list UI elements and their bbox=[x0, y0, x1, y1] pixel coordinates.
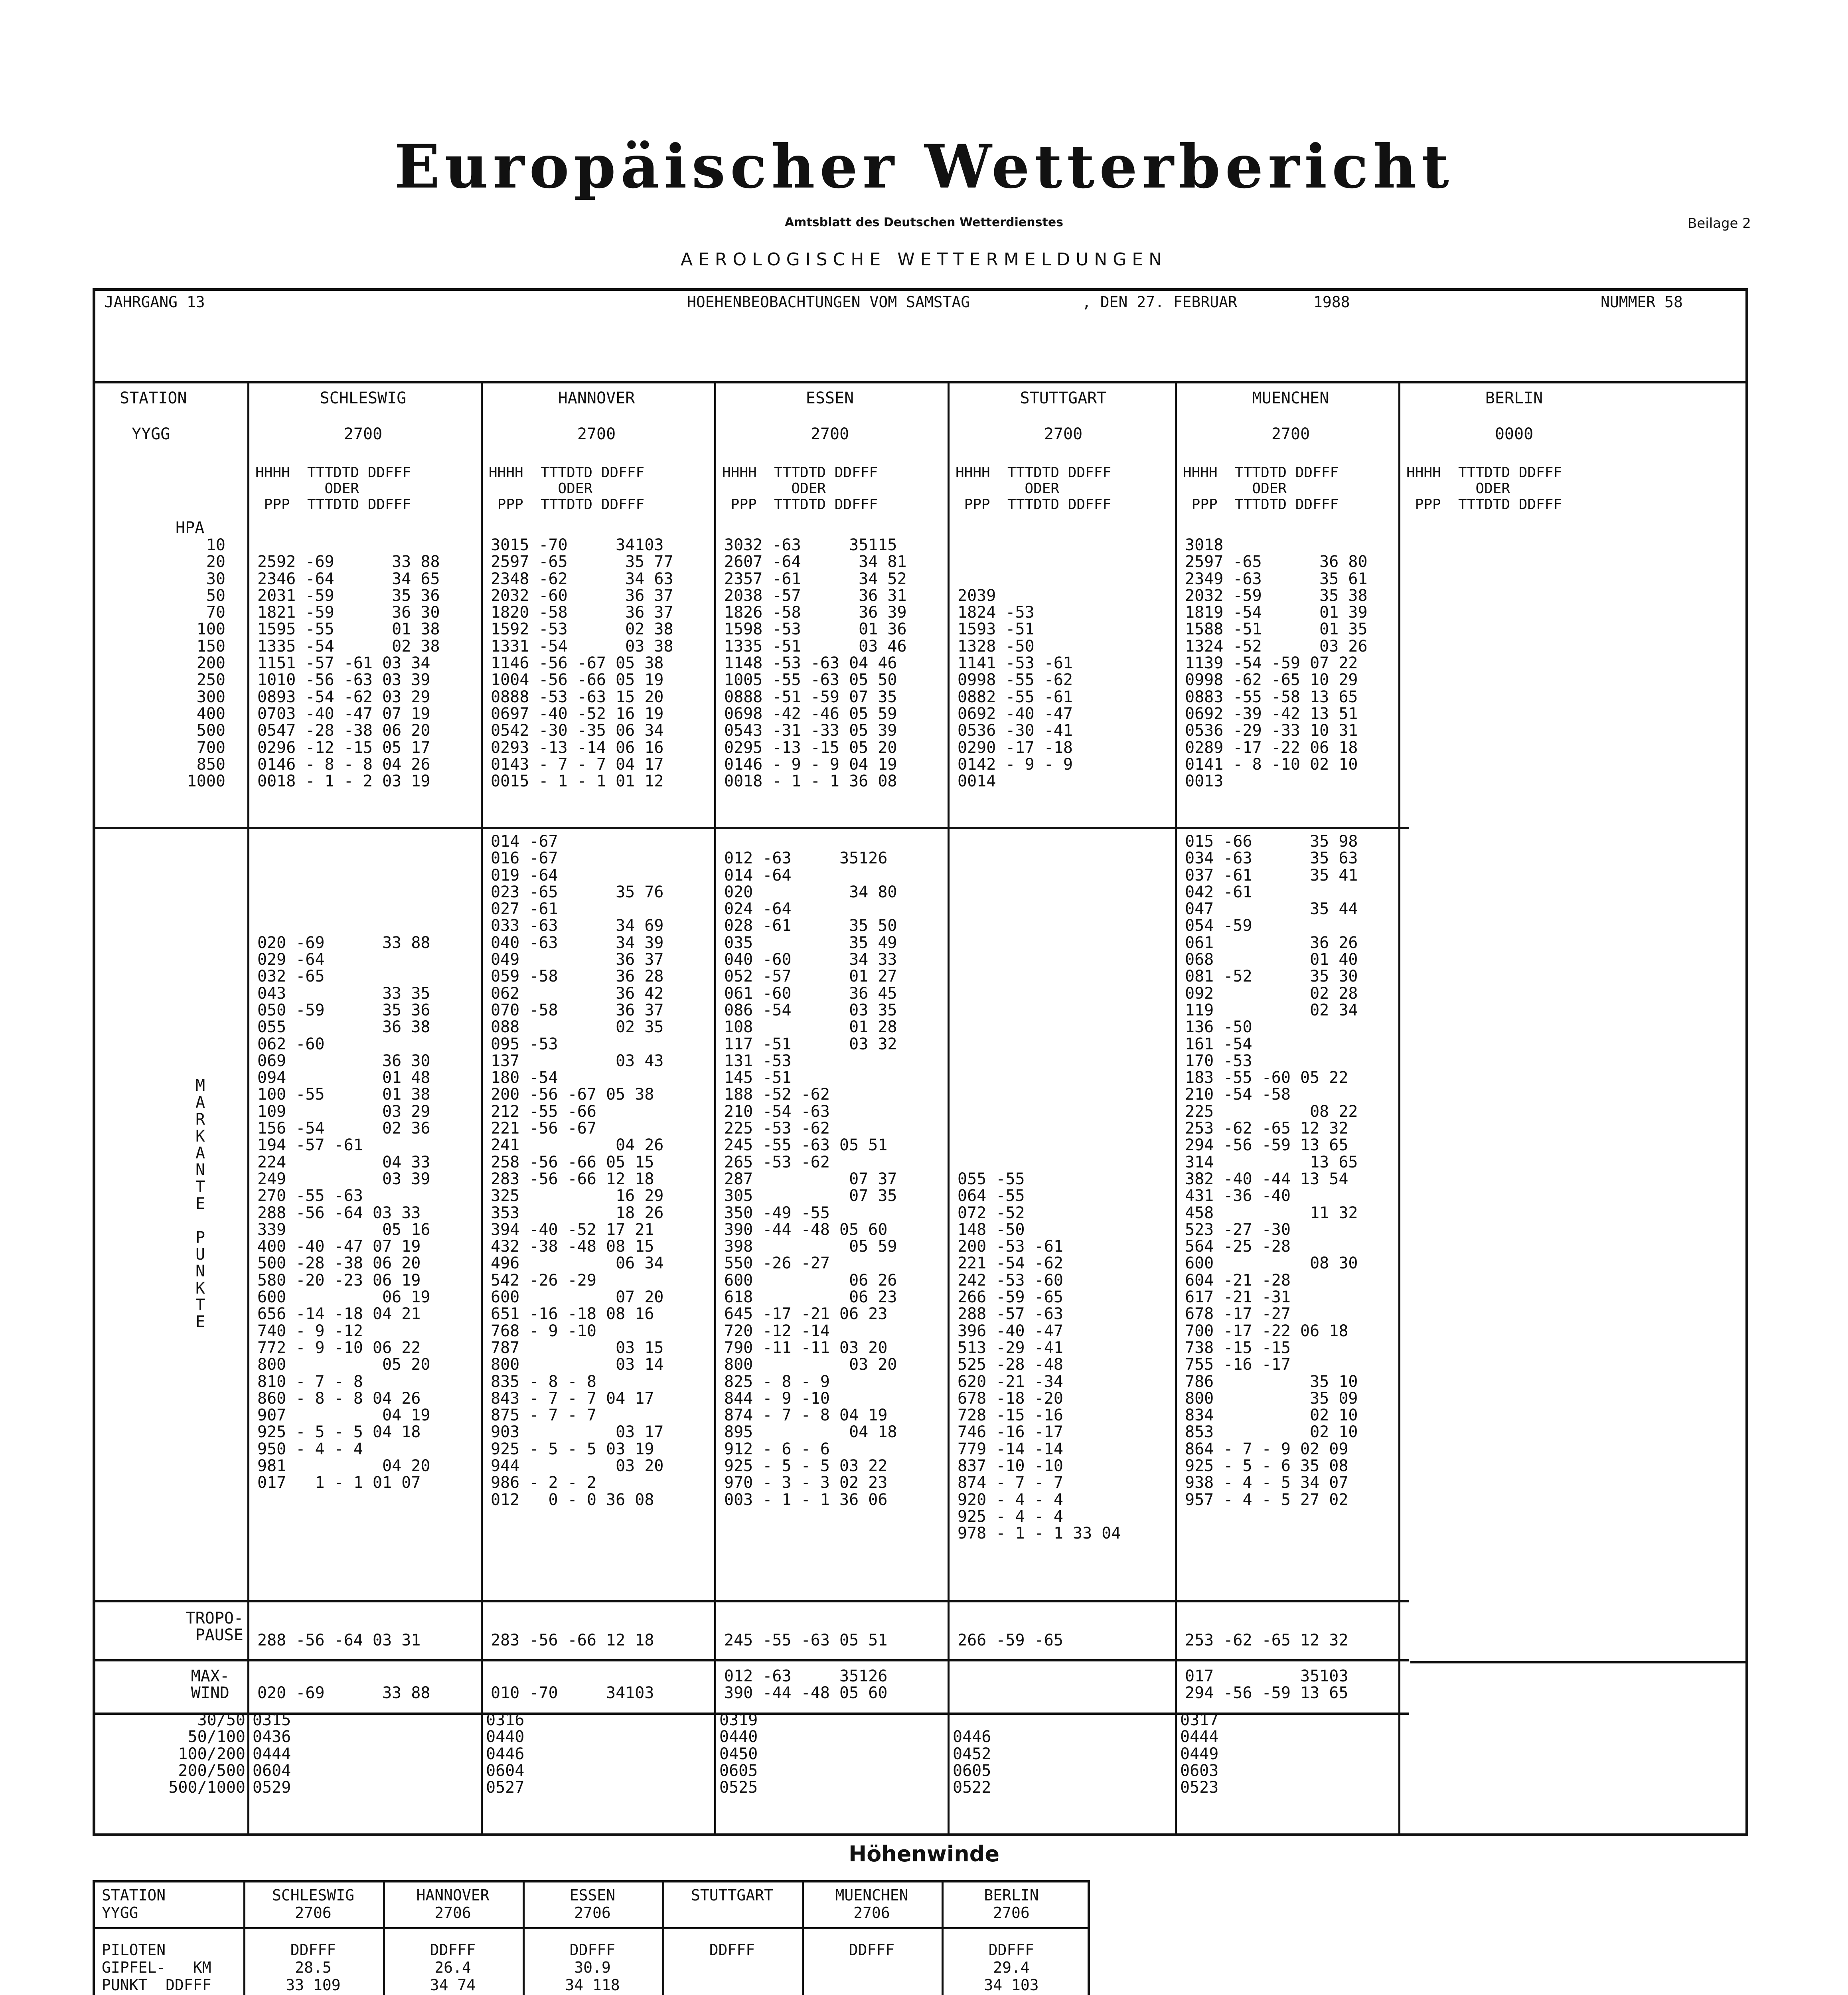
yygg-label: YYGG bbox=[132, 425, 170, 443]
station-name: ESSEN bbox=[806, 389, 854, 407]
hw-pilot-summary: DDFFF bbox=[709, 1941, 755, 1959]
significant-level-data: 020 -69 33 88 029 -64 032 -65 043 33 35 050 -59 35 36 055 36 38 062 -60 069 36 30 094 01 48 100 -55 01 38 109 03 29 156 -54 02 36 194 -57 -61 224 04 33 249 03 39 270 -55 -63 288 -56 -64 03 33 339 05 16 400 -40 -47 07 19 500 -28 -38 06 20 580 -20 -23 06 19 600 06 19 656 -14 -18 04 21 740 - 9 -12 772 - 9 -10 06 22 800 05 20 810 - 7 - 8 860 - 8 - 8 04 26 907 04 19 925 - 5 - 5 04 18 950 - 4 - 4 981 04 20 017 1 - 1 01 07 bbox=[257, 933, 430, 1492]
section-title: AEROLOGISCHE WETTERMELDUNGEN bbox=[680, 249, 1168, 270]
hw-pilot-label: PILOTEN GIPFEL- KM PUNKT DDFFF bbox=[102, 1941, 211, 1994]
markante-punkte-label: M A R K A N T E P U N K T E bbox=[195, 1077, 205, 1331]
hw-station-name: ESSEN bbox=[569, 1886, 616, 1904]
standard-level-data: 2592 -69 33 88 2346 -64 34 65 2031 -59 35 36 1821 -59 36 30 1595 -55 01 38 1335 -54 02 38 1151 -57 -61 03 34 1010 -56 -63 03 39 0893 -54 -62 03 29 0703 -40 -47 07 19 0547 -28 -38 06 20 0296 -12 -15 05 17 0146 - 8 - 8 04 26 0018 - 1 - 2 03 19 bbox=[257, 553, 440, 791]
station-column-header: HHHH TTTDTD DDFFF ODER PPP TTTDTD DDFFF bbox=[1183, 464, 1339, 513]
observation-title: HOEHENBEOBACHTUNGEN VOM SAMSTAG bbox=[687, 293, 970, 311]
tropopause-label: TROPO- PAUSE bbox=[186, 1609, 243, 1645]
maxwind-data: 012 -63 35126 390 -44 -48 05 60 bbox=[724, 1667, 888, 1703]
layer-thickness-data: 0316 0440 0446 0604 0527 bbox=[486, 1711, 525, 1797]
tropopause-data: 266 -59 -65 bbox=[958, 1631, 1063, 1649]
tropopause-data: 288 -56 -64 03 31 bbox=[257, 1631, 421, 1649]
station-yygg: 2700 bbox=[810, 425, 849, 443]
station-yygg: 2700 bbox=[1271, 425, 1310, 443]
observation-year: 1988 bbox=[1313, 293, 1350, 311]
col-sep bbox=[481, 381, 483, 1833]
station-column-header: HHHH TTTDTD DDFFF ODER PPP TTTDTD DDFFF bbox=[489, 464, 645, 513]
station-yygg: 0000 bbox=[1495, 425, 1534, 443]
maxwind-label: MAX- WIND bbox=[191, 1667, 229, 1703]
station-yygg: 2700 bbox=[577, 425, 616, 443]
standard-level-data: 3032 -63 35115 2607 -64 34 81 2357 -61 34 52 2038 -57 36 31 1826 -58 36 39 1598 -53 01 36 1335 -51 03 46 1148 -53 -63 04 46 1005 -55 -63 05 50 0888 -51 -59 07 35 0698 -42 -46 05 59 0543 -31 -33 05 39 0295 -13 -15 05 20 0146 - 9 - 9 04 19 0018 - 1 - 1 36 08 bbox=[724, 536, 907, 791]
layer-thickness-data: 0319 0440 0450 0605 0525 bbox=[719, 1711, 758, 1797]
tropopause-data: 283 -56 -66 12 18 bbox=[491, 1631, 654, 1649]
right-rule bbox=[1410, 1661, 1748, 1663]
beilage-label: Beilage 2 bbox=[1688, 215, 1751, 231]
layer-thickness-data: 0317 0444 0449 0603 0523 bbox=[1180, 1711, 1219, 1797]
hw-station-name: BERLIN bbox=[984, 1886, 1039, 1904]
hw-rule bbox=[93, 1927, 1090, 1929]
station-column-header: HHHH TTTDTD DDFFF ODER PPP TTTDTD DDFFF bbox=[1406, 464, 1562, 513]
layer-thickness-data: 0446 0452 0605 0522 bbox=[953, 1728, 991, 1797]
hw-station-yygg: 2706 bbox=[295, 1904, 332, 1922]
standard-level-data: 3018 2597 -65 36 80 2349 -63 35 61 2032 -59 35 38 1819 -54 01 39 1588 -51 01 35 1324 -52 03 26 1139 -54 -59 07 22 0998 -62 -65 10 29 0883 -55 -58 13 65 0692 -39 -42 13 51 0536 -29 -33 10 31 0289 -17 -22 06 18 0141 - 8 -10 02 10 0013 bbox=[1185, 536, 1368, 791]
hw-station-name: HANNOVER bbox=[416, 1886, 490, 1904]
observation-date: , DEN 27. FEBRUAR bbox=[1082, 293, 1237, 311]
hoehenwinde-title: Höhenwinde bbox=[849, 1841, 999, 1867]
significant-level-data: 014 -67 016 -67 019 -64 023 -65 35 76 027 -61 033 -63 34 69 040 -63 34 39 049 36 37 059 -58 36 28 062 36 42 070 -58 36 37 088 02 35 095 -53 137 03 43 180 -54 200 -56 -67 05 38 212 -55 -66 221 -56 -67 241 04 26 258 -56 -66 05 15 283 -56 -66 12 18 325 16 29 353 18 26 394 -40 -52 17 21 432 -38 -48 08 15 496 06 34 542 -26 -29 600 07 20 651 -16 -18 08 16 768 - 9 -10 787 03 15 800 03 14 835 - 8 - 8 843 - 7 - 7 04 17 875 - 7 - 7 903 03 17 925 - 5 - 5 03 19 944 03 20 986 - 2 - 2 012 0 - 0 36 08 bbox=[491, 832, 664, 1509]
station-column-header: HHHH TTTDTD DDFFF ODER PPP TTTDTD DDFFF bbox=[956, 464, 1112, 513]
hw-station-yygg: 2706 bbox=[434, 1904, 471, 1922]
tropopause-rule bbox=[93, 1659, 1409, 1661]
station-label: STATION bbox=[120, 389, 187, 407]
maxwind-data: 010 -70 34103 bbox=[491, 1684, 654, 1703]
hw-station-yygg: 2706 bbox=[853, 1904, 890, 1922]
station-name: MUENCHEN bbox=[1252, 389, 1329, 407]
hw-pilot-summary: DDFFF bbox=[849, 1941, 895, 1959]
tropopause-data: 253 -62 -65 12 32 bbox=[1185, 1631, 1348, 1649]
maxwind-data: 017 35103 294 -56 -59 13 65 bbox=[1185, 1667, 1348, 1703]
station-yygg: 2700 bbox=[1044, 425, 1083, 443]
significant-level-data: 015 -66 35 98 034 -63 35 63 037 -61 35 41 042 -61 047 35 44 054 -59 061 36 26 068 01 40 081 -52 35 30 092 02 28 119 02 34 136 -50 161 -54 170 -53 183 -55 -60 05 22 210 -54 -58 225 08 22 253 -62 -65 12 32 294 -56 -59 13 65 314 13 65 382 -40 -44 13 54 431 -36 -40 458 11 32 523 -27 -30 564 -25 -28 600 08 30 604 -21 -28 617 -21 -31 678 -17 -27 700 -17 -22 06 18 738 -15 -15 755 -16 -17 786 35 10 800 35 09 834 02 10 853 02 10 864 - 7 - 9 02 09 925 - 5 - 6 35 08 938 - 4 - 5 34 07 957 - 4 - 5 27 02 bbox=[1185, 832, 1358, 1509]
newspaper-subtitle: Amtsblatt des Deutschen Wetterdienstes bbox=[784, 215, 1064, 229]
station-column-header: HHHH TTTDTD DDFFF ODER PPP TTTDTD DDFFF bbox=[722, 464, 878, 513]
layer-thickness-label: 30/50 50/100 100/200 200/500 500/1000 bbox=[168, 1711, 245, 1797]
hw-station-name: MUENCHEN bbox=[835, 1886, 908, 1904]
jahrgang: JAHRGANG 13 bbox=[105, 293, 205, 311]
standard-levels-rule bbox=[93, 827, 1409, 829]
col-sep bbox=[1175, 381, 1177, 1833]
standard-level-data: 3015 -70 34103 2597 -65 35 77 2348 -62 34 63 2032 -60 36 37 1820 -58 36 37 1592 -53 02 38 1331 -54 03 38 1146 -56 -67 05 38 1004 -56 -66 05 19 0888 -53 -63 15 20 0697 -40 -52 16 19 0542 -30 -35 06 34 0293 -13 -14 06 16 0143 - 7 - 7 04 17 0015 - 1 - 1 01 12 bbox=[491, 536, 673, 791]
significant-level-data: 012 -63 35126 014 -64 020 34 80 024 -64 028 -61 35 50 035 35 49 040 -60 34 33 052 -57 01 27 061 -60 36 45 086 -54 03 35 108 01 28 117 -51 03 32 131 -53 145 -51 188 -52 -62 210 -54 -63 225 -53 -62 245 -55 -63 05 51 265 -53 -62 287 07 37 305 07 35 350 -49 -55 390 -44 -48 05 60 398 05 59 550 -26 -27 600 06 26 618 06 23 645 -17 -21 06 23 720 -12 -14 790 -11 -11 03 20 800 03 20 825 - 8 - 9 844 - 9 -10 874 - 7 - 8 04 19 895 04 18 912 - 6 - 6 925 - 5 - 5 03 22 970 - 3 - 3 02 23 003 - 1 - 1 36 06 bbox=[724, 849, 897, 1509]
col-sep bbox=[247, 381, 249, 1833]
hw-station-yygg: 2706 bbox=[574, 1904, 611, 1922]
maxwind-data: 020 -69 33 88 bbox=[257, 1684, 430, 1703]
hw-station-name: SCHLESWIG bbox=[272, 1886, 354, 1904]
station-column-header: HHHH TTTDTD DDFFF ODER PPP TTTDTD DDFFF bbox=[255, 464, 411, 513]
header-rule bbox=[93, 381, 1748, 383]
hw-pilot-summary: DDFFF 30.9 34 118 bbox=[565, 1941, 620, 1994]
col-sep bbox=[1398, 381, 1400, 1833]
hw-pilot-summary: DDFFF 29.4 34 103 bbox=[984, 1941, 1039, 1994]
hpa-label: HPA bbox=[176, 519, 205, 537]
pressure-levels: 10 20 30 50 70 100 150 200 250 300 400 500 700 850 1000 bbox=[187, 536, 225, 791]
station-yygg: 2700 bbox=[344, 425, 383, 443]
tropopause-data: 245 -55 -63 05 51 bbox=[724, 1631, 888, 1649]
standard-level-data: 2039 1824 -53 1593 -51 1328 -50 1141 -53 -61 0998 -55 -62 0882 -55 -61 0692 -40 -47 0536 -30 -41 0290 -17 -18 0142 - 9 - 9 0014 bbox=[958, 586, 1073, 791]
station-name: SCHLESWIG bbox=[320, 389, 407, 407]
hw-station-name: STUTTGART bbox=[691, 1886, 773, 1904]
station-name: BERLIN bbox=[1485, 389, 1543, 407]
station-name: STUTTGART bbox=[1020, 389, 1107, 407]
col-sep bbox=[948, 381, 950, 1833]
hw-pilot-summary: DDFFF 28.5 33 109 bbox=[286, 1941, 341, 1994]
station-name: HANNOVER bbox=[558, 389, 635, 407]
hw-station-label: STATION YYGG bbox=[102, 1886, 166, 1922]
issue-info-line bbox=[93, 293, 1748, 317]
significant-levels-rule bbox=[93, 1600, 1409, 1602]
col-sep bbox=[714, 381, 716, 1833]
issue-number: NUMMER 58 bbox=[1601, 293, 1683, 311]
layer-thickness-data: 0315 0436 0444 0604 0529 bbox=[253, 1711, 291, 1797]
hw-station-yygg: 2706 bbox=[993, 1904, 1030, 1922]
significant-level-data: 055 -55 064 -55 072 -52 148 -50 200 -53 -61 221 -54 -62 242 -53 -60 266 -59 -65 288 -57 -63 396 -40 -47 513 -29 -41 525 -28 -48 620 -21 -34 678 -18 -20 728 -15 -16 746 -16 -17 779 -14 -14 837 -10 -10 874 - 7 - 7 920 - 4 - 4 925 - 4 - 4 978 - 1 - 1 33 04 bbox=[958, 1169, 1121, 1543]
newspaper-title: Europäischer Wetterbericht bbox=[394, 132, 1454, 202]
hw-pilot-summary: DDFFF 26.4 34 74 bbox=[430, 1941, 476, 1994]
